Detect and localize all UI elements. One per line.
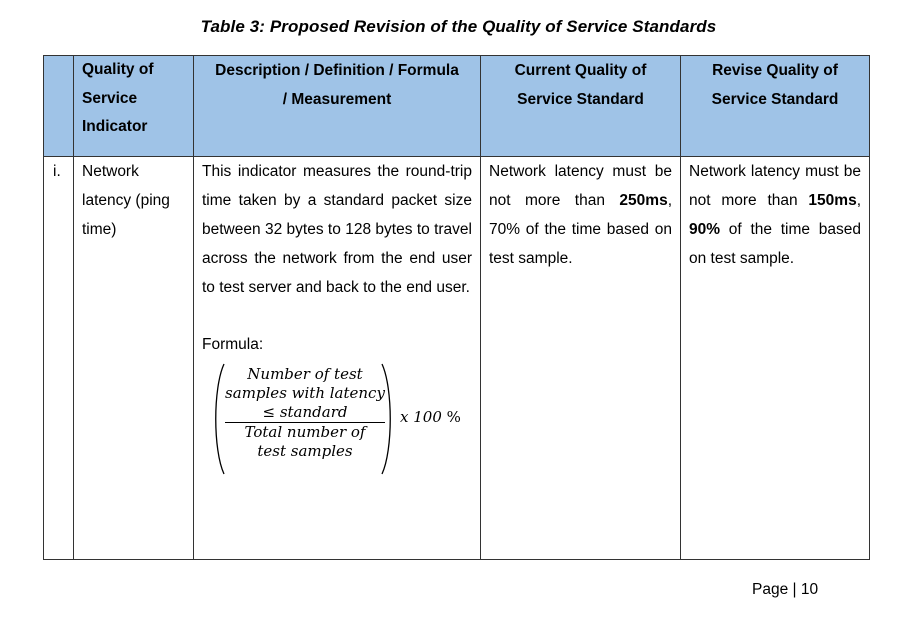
page-number: Page | 10 — [752, 581, 819, 598]
header-current-line: Service Standard — [517, 91, 644, 108]
current-text-after: , 70% of the time based on test sample. — [489, 192, 672, 267]
indicator-cell — [74, 157, 194, 560]
current-standard-text — [481, 157, 680, 273]
current-text-before: Network latency must be not more than — [489, 163, 672, 209]
row-number: i. — [53, 163, 61, 180]
header-description — [194, 56, 481, 157]
denominator-line: Total number of — [244, 423, 366, 441]
formula-numerator — [222, 363, 388, 422]
revised-standard-text — [681, 157, 869, 273]
right-parenthesis — [380, 363, 394, 475]
percent-unit: % — [446, 408, 461, 426]
header-indicator-line: Quality of — [82, 61, 154, 78]
description-cell — [194, 157, 481, 560]
formula-denominator — [222, 423, 388, 461]
header-revised-standard — [681, 56, 870, 157]
table-caption: Table 3: Proposed Revision of the Quality of Service Standards — [200, 17, 717, 36]
table-header-row — [44, 56, 870, 157]
revised-percent-value: 90% — [689, 221, 721, 238]
row-number-cell — [44, 157, 74, 560]
header-revised-line: Revise Quality of — [712, 62, 838, 79]
header-indicator — [74, 56, 194, 157]
latency-formula — [202, 363, 472, 479]
indicator-name: Network latency (ping time) — [82, 163, 170, 238]
numerator-line: Number of test — [247, 365, 363, 383]
revised-text-after: of the time based on test sample. — [689, 221, 861, 267]
header-description-line: / Measurement — [282, 91, 392, 108]
current-standard-cell — [481, 157, 681, 560]
revised-standard-cell — [681, 157, 870, 560]
description-text: This indicator measures the round-trip time taken by a standard packet size between 32 bytes to 128 bytes to travel across the network from the end user to test server and back to the end user. — [202, 163, 472, 296]
qos-standards-table — [43, 55, 870, 560]
multiplier-text: x 100 — [400, 408, 442, 426]
revised-separator: , — [856, 192, 861, 209]
denominator-line: test samples — [257, 442, 353, 460]
formula-multiplier — [400, 408, 461, 427]
current-latency-value: 250ms — [619, 192, 668, 209]
table-row — [44, 157, 870, 560]
revised-latency-value: 150ms — [808, 192, 857, 209]
revised-text-before: Network latency must be not more than — [689, 163, 861, 209]
header-number — [44, 56, 74, 157]
formula-fraction — [222, 363, 388, 461]
header-indicator-line: Service — [82, 89, 138, 107]
numerator-line: ≤ standard — [262, 403, 348, 421]
header-current-standard — [481, 56, 681, 157]
formula-label: Formula: — [202, 336, 264, 353]
header-revised-line: Service Standard — [711, 91, 839, 108]
header-current-line: Current Quality of — [514, 62, 647, 79]
numerator-line: samples with latency — [225, 384, 385, 402]
header-description-line: Description / Definition / Formula — [215, 62, 459, 79]
header-indicator-line: Indicator — [82, 118, 148, 135]
